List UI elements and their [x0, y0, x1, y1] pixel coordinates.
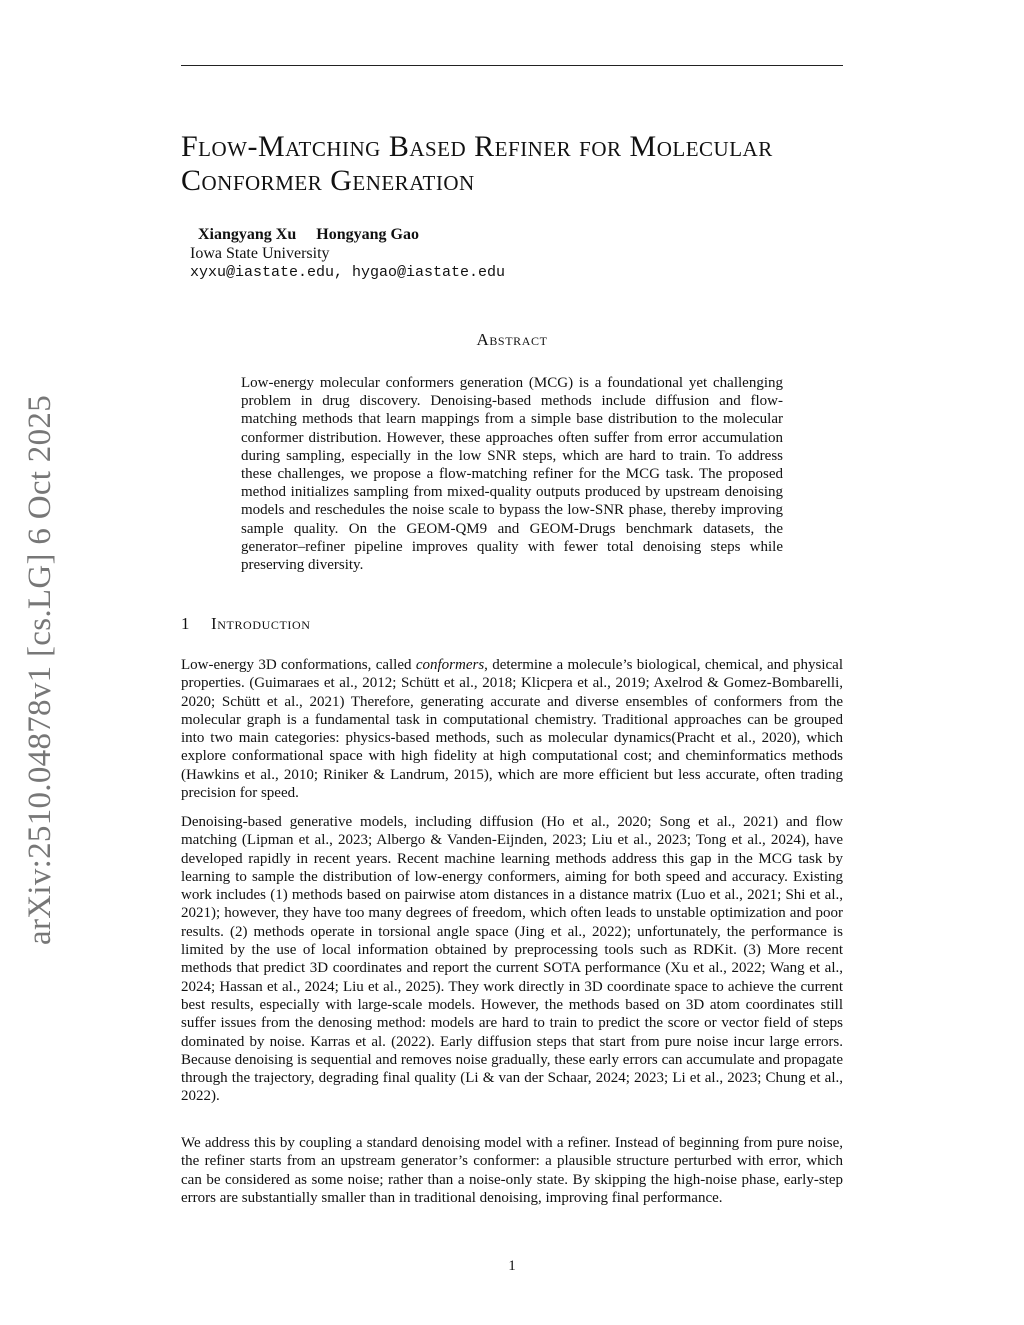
intro-paragraph-1: [181, 656, 843, 802]
title-line-2: Conformer Generation: [181, 164, 475, 197]
section-heading-introduction: [181, 614, 311, 634]
author-emails: xyxu@iastate.edu, hygao@iastate.edu: [190, 264, 506, 281]
author-2: Hongyang Gao: [316, 226, 419, 243]
section-title: Introduction: [211, 614, 311, 633]
p1-emphasis: conformers: [415, 657, 485, 673]
abstract-heading: Abstract: [476, 330, 548, 349]
p1-text-start: Low-energy 3D conformations, called: [181, 657, 416, 673]
affiliation: Iowa State University: [190, 245, 330, 262]
intro-paragraph-2: Denoising-based generative models, including diffusion (Ho et al., 2020; Song et al., 2021) and flow matching (Lipman et al., 2023; Albergo & Vanden-Eijnden, 2023; Liu et al., 2023; Tong et al., 2024), have developed rapidly in recent years. Recent machine learning methods address this gap in the MCG task by learning to sample the distribution of low-energy conformers, aiming for both speed and accuracy. Existing work includes (1) methods based on pairwise atom distances in a distance matrix (Luo et al., 2021; Shi et al., 2021); however, they have too many degrees of freedom, which often leads to unstable optimization and poor results. (2) methods operate in torsional angle space (Jing et al., 2022); unfortunately, the performance is limited by the use of local information obtained by preprocessing tools such as RDKit. (3) More recent methods that predict 3D coordinates and report the current SOTA performance (Xu et al., 2022; Wang et al., 2024; Hassan et al., 2024; Liu et al., 2025). They work directly in 3D coordinate space to achieve the current best results, especially with large-scale models. However, the methods based on 3D atom coordinates still suffer issues from the denosing method: models are hard to train to predict the score or vector field of steps dominated by noise. Karras et al. (2022). Early diffusion steps that start from pure noise incur large errors. Because denoising is sequential and removes noise gradually, these early errors can accumulate and propagate through the trajectory, degrading final quality (Li & van der Schaar, 2024; 2023; Li et al., 2023; Chung et al., 2022).: [181, 814, 843, 1105]
arxiv-identifier: arXiv:2510.04878v1 [cs.LG] 6 Oct 2025: [22, 394, 58, 945]
page-number: 1: [508, 1258, 516, 1274]
author-names: [198, 226, 419, 244]
author-1: Xiangyang Xu: [198, 226, 297, 243]
abstract-text: Low-energy molecular conformers generation (MCG) is a foundational yet challenging problem in drug discovery. Denoising-based methods include diffusion and flow-matching methods that learn mappings from a simple base distribution to the molecular conformer distribution. However, these approaches often suffer from error accumulation during sampling, especially in the low SNR steps, which are hard to train. To address these challenges, we propose a flow-matching refiner for the MCG task. The proposed method initializes sampling from mixed-quality outputs produced by upstream denoising models and reschedules the noise scale to bypass the low-SNR phase, thereby improving sample quality. On the GEOM-QM9 and GEOM-Drugs benchmark datasets, the generator–refiner pipeline improves quality with fewer total denoising steps while preserving diversity.: [241, 375, 783, 574]
paper-title: [181, 130, 861, 198]
intro-paragraph-3: We address this by coupling a standard denoising model with a refiner. Instead of beginning from pure noise, the refiner starts from an upstream generator’s conformer: a plausible structure perturbed with error, which can be considered as some noise; rather than a noise-only state. By skipping the high-noise phase, early-step errors are substantially smaller than in traditional denoising, improving final performance.: [181, 1135, 843, 1206]
top-rule: [181, 65, 843, 66]
p1-text-rest: , determine a molecule’s biological, chemical, and physical properties. (Guimaraes et al., 2012; Schütt et al., 2018; Klicpera et al., 2019; Axelrod & Gomez-Bombarelli, 2020; Schütt et al., 2021) Therefore, generating accurate and diverse ensembles of conformers from the molecular graph is a fundamental task in computational chemistry. Traditional approaches can be grouped into two main categories: physics-based methods, such as molecular dynamics(Pracht et al., 2020), which explore conformational space with high fidelity at high computational cost; and cheminformatics methods (Hawkins et al., 2010; Riniker & Landrum, 2015), which are more efficient but less accurate, often trading precision for speed.: [181, 657, 843, 802]
title-line-1: Flow-Matching Based Refiner for Molecular: [181, 130, 773, 163]
section-number: 1: [181, 614, 190, 633]
